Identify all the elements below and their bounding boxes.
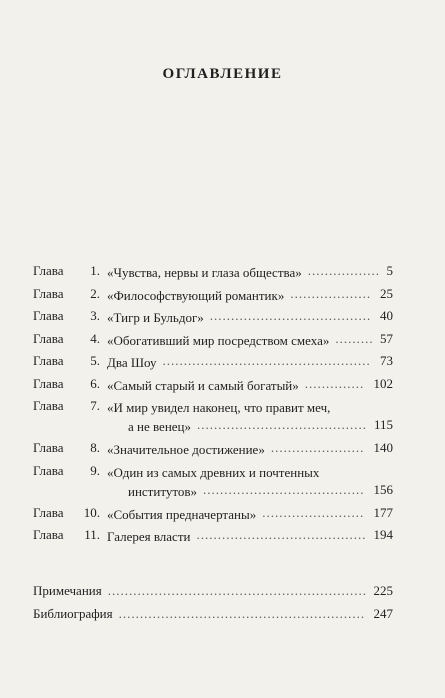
toc-entry bbox=[33, 353, 393, 376]
leader-dots: ........................ bbox=[262, 504, 365, 520]
chapter-label: Глава bbox=[33, 263, 64, 278]
chapter-label: Глава bbox=[33, 462, 64, 478]
chapter-number: 4. bbox=[90, 330, 100, 346]
back-matter-entry bbox=[33, 606, 393, 629]
page-number: 177 bbox=[373, 504, 393, 520]
toc-entry bbox=[33, 263, 393, 286]
toc-entry bbox=[33, 440, 393, 463]
chapter-number: 7. bbox=[90, 398, 100, 413]
back-matter-list bbox=[33, 583, 393, 628]
page-number: 5 bbox=[386, 263, 393, 278]
chapter-label: Глава bbox=[33, 504, 64, 520]
page-number: 40 bbox=[380, 308, 393, 323]
page-number: 194 bbox=[373, 527, 393, 542]
table-of-contents bbox=[33, 263, 393, 550]
leader-dots: .............. bbox=[304, 375, 365, 391]
chapter-label: Глава bbox=[33, 375, 64, 391]
page-number: 57 bbox=[380, 330, 393, 346]
chapter-number: 8. bbox=[90, 440, 100, 455]
chapter-title: «Тигр и Бульдог» bbox=[107, 310, 204, 325]
chapter-title: «События предначертаны» bbox=[107, 506, 257, 522]
chapter-label: Глава bbox=[33, 308, 64, 323]
back-matter-title: Библиография bbox=[33, 605, 113, 621]
toc-entry bbox=[33, 527, 393, 550]
chapter-label: Глава bbox=[33, 353, 64, 368]
page-number: 102 bbox=[373, 375, 393, 391]
chapter-number: 9. bbox=[90, 462, 100, 478]
chapter-number: 6. bbox=[90, 375, 100, 391]
toc-entry bbox=[33, 308, 393, 331]
chapter-number: 10. bbox=[83, 504, 100, 520]
chapter-title: «И мир увидел наконец, что правит меч, bbox=[107, 400, 331, 415]
leader-dots: ......... bbox=[335, 330, 374, 346]
page-number: 115 bbox=[373, 417, 393, 432]
page-number: 247 bbox=[373, 605, 393, 621]
chapter-title-continued: институтов» bbox=[128, 483, 197, 499]
chapter-title: «Значительное достижение» bbox=[107, 442, 265, 457]
leader-dots: ................. bbox=[307, 263, 380, 278]
leader-dots: ........................................ bbox=[197, 417, 368, 432]
toc-entry bbox=[33, 376, 393, 399]
chapter-title: «Один из самых древних и почтенных bbox=[107, 464, 320, 480]
chapter-label: Глава bbox=[33, 285, 64, 301]
chapter-number: 1. bbox=[90, 263, 100, 278]
leader-dots: ................... bbox=[290, 285, 372, 301]
chapter-title-continued: а не венец» bbox=[128, 419, 192, 434]
leader-dots: .......................................................... bbox=[118, 605, 366, 621]
chapter-title: Два Шоу bbox=[107, 355, 157, 370]
back-matter-entry bbox=[33, 583, 393, 606]
chapter-number: 5. bbox=[90, 353, 100, 368]
chapter-label: Глава bbox=[33, 527, 64, 542]
toc-entry bbox=[33, 398, 393, 440]
leader-dots: ............................................................. bbox=[107, 583, 367, 598]
leader-dots: ...................................... bbox=[202, 481, 365, 497]
chapter-title: «Самый старый и самый богатый» bbox=[107, 377, 299, 393]
chapter-number: 2. bbox=[90, 285, 100, 301]
page-number: 156 bbox=[373, 481, 393, 497]
toc-entry bbox=[33, 463, 393, 505]
chapter-number: 11. bbox=[84, 527, 100, 542]
chapter-label: Глава bbox=[33, 330, 64, 346]
chapter-number: 3. bbox=[90, 308, 100, 323]
chapter-label: Глава bbox=[33, 398, 64, 413]
page-title: ОГЛАВЛЕНИЕ bbox=[162, 66, 283, 82]
leader-dots: ........................................ bbox=[196, 527, 367, 542]
toc-entry bbox=[33, 505, 393, 528]
toc-entry bbox=[33, 331, 393, 354]
toc-entry bbox=[33, 286, 393, 309]
page-number: 225 bbox=[373, 583, 393, 598]
page-number: 140 bbox=[373, 440, 393, 455]
page-number: 73 bbox=[380, 353, 393, 368]
chapter-title: Галерея власти bbox=[107, 529, 191, 544]
leader-dots: ................................................. bbox=[162, 353, 371, 368]
back-matter-title: Примечания bbox=[33, 583, 102, 598]
chapter-title: «Философствующий романтик» bbox=[107, 287, 285, 303]
leader-dots: ...................................... bbox=[209, 308, 372, 323]
leader-dots: ...................... bbox=[270, 440, 365, 455]
chapter-title: «Чувства, нервы и глаза общества» bbox=[107, 265, 302, 280]
chapter-label: Глава bbox=[33, 440, 64, 455]
page-number: 25 bbox=[380, 285, 393, 301]
chapter-title: «Обогативший мир посредством смеха» bbox=[107, 332, 330, 348]
